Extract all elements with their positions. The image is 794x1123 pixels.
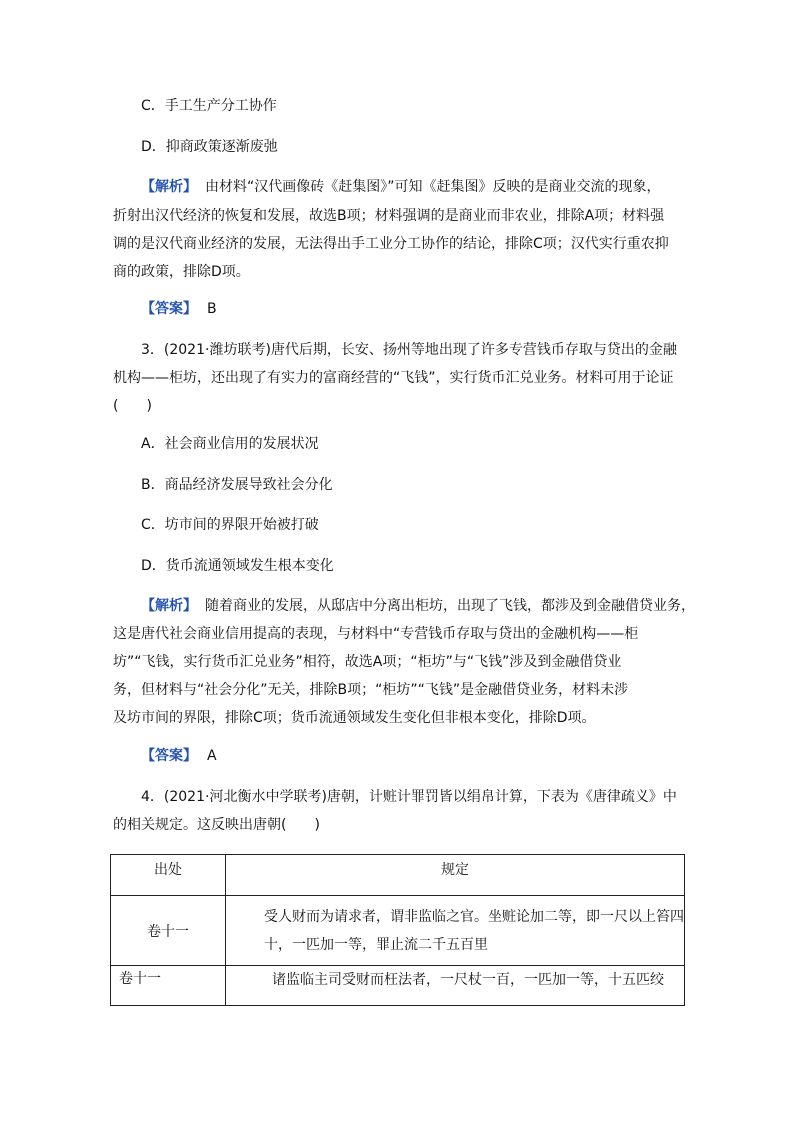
q3-option-c: C．坊市间的界限开始被打破 — [141, 517, 319, 533]
q3-analysis-line-5: 及坊市间的界限，排除C项；货币流通领域发生变化但非根本变化，排除D项。 — [113, 710, 596, 726]
q3-option-b: B．商品经济发展导致社会分化 — [141, 477, 333, 493]
q2-analysis-tag: 【解析】 — [141, 179, 197, 195]
q2-analysis-line-4: 商的政策，排除D项。 — [113, 264, 250, 280]
q3-analysis-line-3: 坊”“飞钱，实行货币汇兑业务”相符，故选A项；“柜坊”与“飞钱”涉及到金融借贷业 — [113, 654, 622, 670]
q3-answer-value: A — [207, 748, 217, 764]
q2-analysis-line-2: 折射出汉代经济的恢复和发展，故选B项；材料强调的是商业而非农业，排除A项；材料强 — [113, 208, 665, 224]
q3-option-d: D．货币流通领域发生根本变化 — [141, 558, 334, 574]
row-1-rule-line-1: 受人财而为请求者，谓非监临之官。坐赃论加二等，即一尺以上笞四 — [264, 908, 684, 925]
header-source: 出处 — [111, 855, 226, 896]
q2-option-c: C．手工生产分工协作 — [141, 98, 277, 114]
header-rule: 规定 — [226, 855, 685, 896]
q2-analysis-line-1 — [141, 177, 661, 197]
q3-analysis-tag: 【解析】 — [141, 598, 197, 614]
q3-analysis-line-4: 务，但材料与“社会分化”无关，排除B项；“柜坊”“飞钱”是金融借贷业务，材料未涉 — [113, 682, 629, 698]
q2-analysis-line-3: 调的是汉代商业经济的发展，无法得出手工业分工协作的结论，排除C项；汉代实行重农抑 — [113, 236, 669, 252]
q3-stem-line-3: ( ) — [113, 398, 152, 414]
regulations-table — [110, 854, 685, 1006]
row-2-rule — [226, 966, 685, 1006]
q3-stem-line-1: 3．(2021·潍坊联考)唐代后期，长安、扬州等地出现了许多专营钱币存取与贷出的金融 — [141, 342, 677, 358]
table-header-row — [111, 855, 685, 896]
q2-answer-line — [141, 299, 217, 319]
q4-stem-line-2: 的相关规定。这反映出唐朝( ) — [113, 817, 320, 833]
q3-analysis-text-1: 随着商业的发展，从邸店中分离出柜坊，出现了飞钱，都涉及到金融借贷业务， — [205, 598, 695, 614]
row-2-rule-line-1: 诸监临主司受财而枉法者，一尺杖一百，一匹加一等，十五匹绞 — [272, 972, 664, 988]
q3-stem-line-2: 机构——柜坊，还出现了有实力的富商经营的“飞钱”，实行货币汇兑业务。材料可用于论证 — [113, 370, 674, 386]
q3-answer-line — [141, 746, 217, 766]
row-1-rule — [226, 896, 685, 966]
table-row — [111, 966, 685, 1006]
q2-option-d: D．抑商政策逐渐废弛 — [141, 139, 278, 155]
table-row — [111, 896, 685, 966]
q2-answer-tag: 【答案】 — [141, 301, 197, 317]
row-1-source: 卷十一 — [111, 896, 226, 966]
row-1-rule-line-2: 十，一匹加一等，罪止流二千五百里 — [264, 936, 488, 953]
q2-answer-value: B — [207, 301, 217, 317]
q3-option-a: A．社会商业信用的发展状况 — [141, 436, 319, 452]
q3-analysis-line-2: 这是唐代社会商业信用提高的表现，与材料中“专营钱币存取与贷出的金融机构——柜 — [113, 626, 639, 642]
row-2-source: 卷十一 — [111, 966, 226, 1006]
q2-analysis-text-1: 由材料“汉代画像砖《赶集图》”可知《赶集图》反映的是商业交流的现象， — [205, 179, 661, 195]
q3-answer-tag: 【答案】 — [141, 748, 197, 764]
q3-analysis-line-1 — [141, 596, 695, 616]
q4-stem-line-1: 4．(2021·河北衡水中学联考)唐朝，计赃计罪罚皆以绢帛计算，下表为《唐律疏义》中 — [141, 789, 677, 805]
